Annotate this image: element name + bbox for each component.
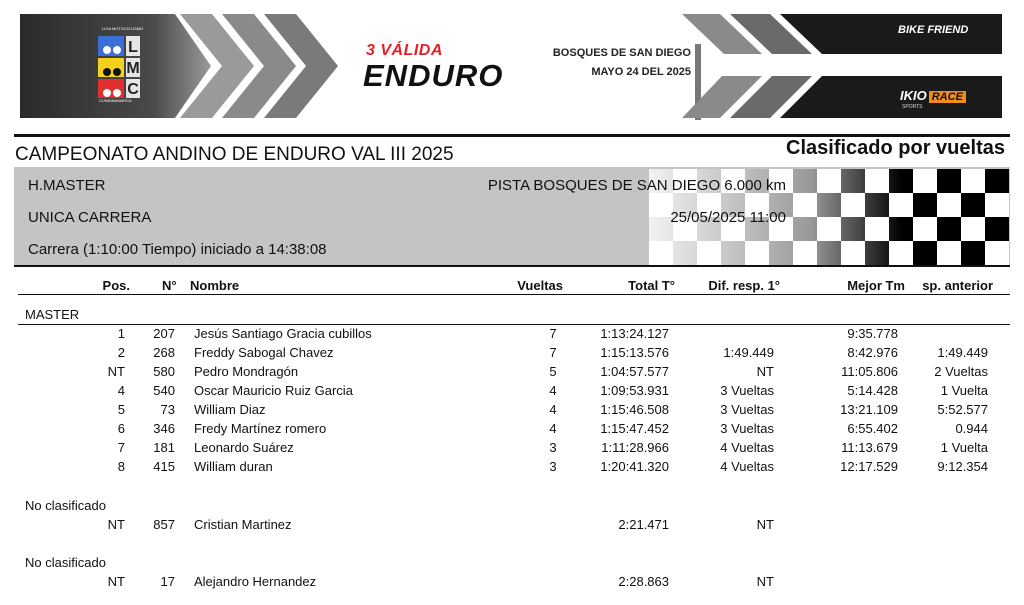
cell-pos: NT [107, 574, 125, 589]
cell-gap-first: NT [756, 574, 774, 589]
race-name: UNICA CARRERA [28, 209, 152, 226]
race-datetime: 25/05/2025 11:00 [670, 209, 786, 226]
cell-num: 207 [153, 326, 175, 341]
cell-laps: 7 [549, 326, 557, 341]
cell-num: 346 [153, 421, 175, 436]
cell-pos: 7 [117, 440, 125, 455]
col-header-laps: Vueltas [517, 278, 563, 293]
cell-laps: 3 [549, 459, 557, 474]
cell-name: Freddy Sabogal Chavez [194, 345, 334, 360]
cell-pos: NT [107, 517, 125, 532]
cell-gap-first: 4 Vueltas [720, 440, 774, 455]
sort-mode-title: Clasificado por vueltas [786, 137, 1005, 159]
cell-gap-prev: 2 Vueltas [934, 364, 988, 379]
sponsor-ikio-main: IKIO [900, 88, 927, 103]
cell-pos: 2 [117, 345, 125, 360]
logo-letter-l: L [128, 39, 138, 56]
section-rule [18, 324, 1010, 325]
cell-pos: NT [107, 364, 125, 379]
sponsor-ikio-logo [900, 88, 966, 103]
cell-total: 1:13:24.127 [600, 326, 669, 341]
cell-total: 2:28.863 [618, 574, 669, 589]
cell-pos: 5 [117, 402, 125, 417]
cell-total: 1:15:47.452 [600, 421, 669, 436]
cell-total: 1:09:53.931 [600, 383, 669, 398]
event-subtitle: 3 VÁLIDA [366, 42, 443, 59]
section-label-unclassified: No clasificado [25, 498, 106, 513]
cell-num: 857 [153, 517, 175, 532]
cell-name: Alejandro Hernandez [194, 574, 317, 589]
logo-letter-c: C [127, 81, 139, 98]
cell-gap-prev: 1:49.449 [937, 345, 988, 360]
logo-bottom-text: CUNDINAMARCA [99, 98, 132, 103]
cell-num: 73 [160, 402, 175, 417]
col-header-best-lap: Mejor Tm [847, 278, 905, 293]
cell-best-lap: 5:14.428 [847, 383, 898, 398]
cell-best-lap: 12:17.529 [840, 459, 898, 474]
cell-laps: 4 [549, 383, 557, 398]
cell-name: Pedro Mondragón [194, 364, 299, 379]
header-rule [18, 294, 1010, 295]
col-header-num: N° [162, 278, 177, 293]
cell-laps: 5 [549, 364, 557, 379]
cell-total: 1:04:57.577 [600, 364, 669, 379]
cell-num: 540 [153, 383, 175, 398]
cell-num: 17 [160, 574, 175, 589]
cell-best-lap: 11:13.679 [841, 440, 898, 455]
cell-gap-first: 4 Vueltas [720, 459, 774, 474]
cell-gap-prev: 5:52.577 [937, 402, 988, 417]
col-header-pos: Pos. [102, 278, 130, 293]
cell-best-lap: 8:42.976 [847, 345, 898, 360]
col-header-name: Nombre [190, 278, 240, 293]
cell-laps: 4 [549, 402, 557, 417]
logo-letter-m: M [126, 60, 140, 77]
cell-name: Cristian Martinez [194, 517, 292, 532]
cell-name: Leonardo Suárez [194, 440, 294, 455]
cell-total: 1:15:46.508 [600, 402, 669, 417]
cell-best-lap: 9:35.778 [847, 326, 898, 341]
cell-best-lap: 13:21.109 [840, 402, 898, 417]
race-category: H.MASTER [28, 177, 106, 194]
track-info: PISTA BOSQUES DE SAN DIEGO 6.000 km [487, 177, 786, 194]
cell-pos: 1 [117, 326, 125, 341]
cell-gap-prev: 0.944 [955, 421, 988, 436]
league-logo [97, 27, 157, 101]
cell-name: William duran [194, 459, 273, 474]
cell-name: Oscar Mauricio Ruiz Garcia [194, 383, 353, 398]
sponsor-bike-friend-logo: BIKE FRIEND [898, 24, 969, 36]
cell-total: 1:20:41.320 [600, 459, 669, 474]
cell-best-lap: 6:55.402 [847, 421, 898, 436]
cell-num: 181 [153, 440, 175, 455]
venue-name: BOSQUES DE SAN DIEGO [552, 47, 691, 59]
cell-gap-first: 1:49.449 [723, 345, 774, 360]
venue-date: MAYO 24 DEL 2025 [591, 66, 691, 78]
cell-total: 2:21.471 [618, 517, 669, 532]
cell-gap-first: NT [756, 517, 774, 532]
cell-gap-prev: 1 Vuelta [940, 440, 988, 455]
col-header-gap-first: Dif. resp. 1° [708, 278, 780, 293]
section-label-master: MASTER [25, 307, 80, 322]
col-header-total: Total T° [628, 278, 675, 293]
cell-pos: 6 [117, 421, 125, 436]
championship-title: CAMPEONATO ANDINO DE ENDURO VAL III 2025 [15, 144, 454, 165]
cell-name: William Diaz [194, 402, 266, 417]
cell-gap-prev: 1 Vuelta [940, 383, 988, 398]
logo-top-text: LIGA MOTOCICLISMO [102, 26, 144, 31]
race-start-info: Carrera (1:10:00 Tiempo) iniciado a 14:38:08 [28, 241, 327, 258]
col-header-gap-prev: sp. anterior [922, 278, 993, 293]
section-label-unclassified: No clasificado [25, 555, 106, 570]
cell-laps: 7 [549, 345, 557, 360]
cell-best-lap: 11:05.806 [841, 364, 898, 379]
cell-laps: 4 [549, 421, 557, 436]
cell-num: 268 [153, 345, 175, 360]
cell-gap-first: 3 Vueltas [720, 402, 774, 417]
sponsor-ikio-tag: RACE [929, 91, 966, 103]
cell-gap-prev: 9:12.354 [937, 459, 988, 474]
cell-total: 1:15:13.576 [600, 345, 669, 360]
event-title: ENDURO [363, 58, 504, 93]
cell-gap-first: 3 Vueltas [720, 421, 774, 436]
cell-pos: 4 [117, 383, 125, 398]
info-bottom-rule [14, 265, 1010, 267]
cell-laps: 3 [549, 440, 557, 455]
cell-name: Jesús Santiago Gracia cubillos [194, 326, 372, 341]
sponsor-ikio-sub: SPORTS [902, 104, 923, 110]
cell-total: 1:11:28.966 [601, 440, 669, 455]
cell-gap-first: 3 Vueltas [720, 383, 774, 398]
cell-gap-first: NT [756, 364, 774, 379]
cell-num: 580 [153, 364, 175, 379]
cell-name: Fredy Martínez romero [194, 421, 327, 436]
cell-pos: 8 [117, 459, 125, 474]
cell-num: 415 [153, 459, 175, 474]
event-banner [0, 0, 1024, 125]
